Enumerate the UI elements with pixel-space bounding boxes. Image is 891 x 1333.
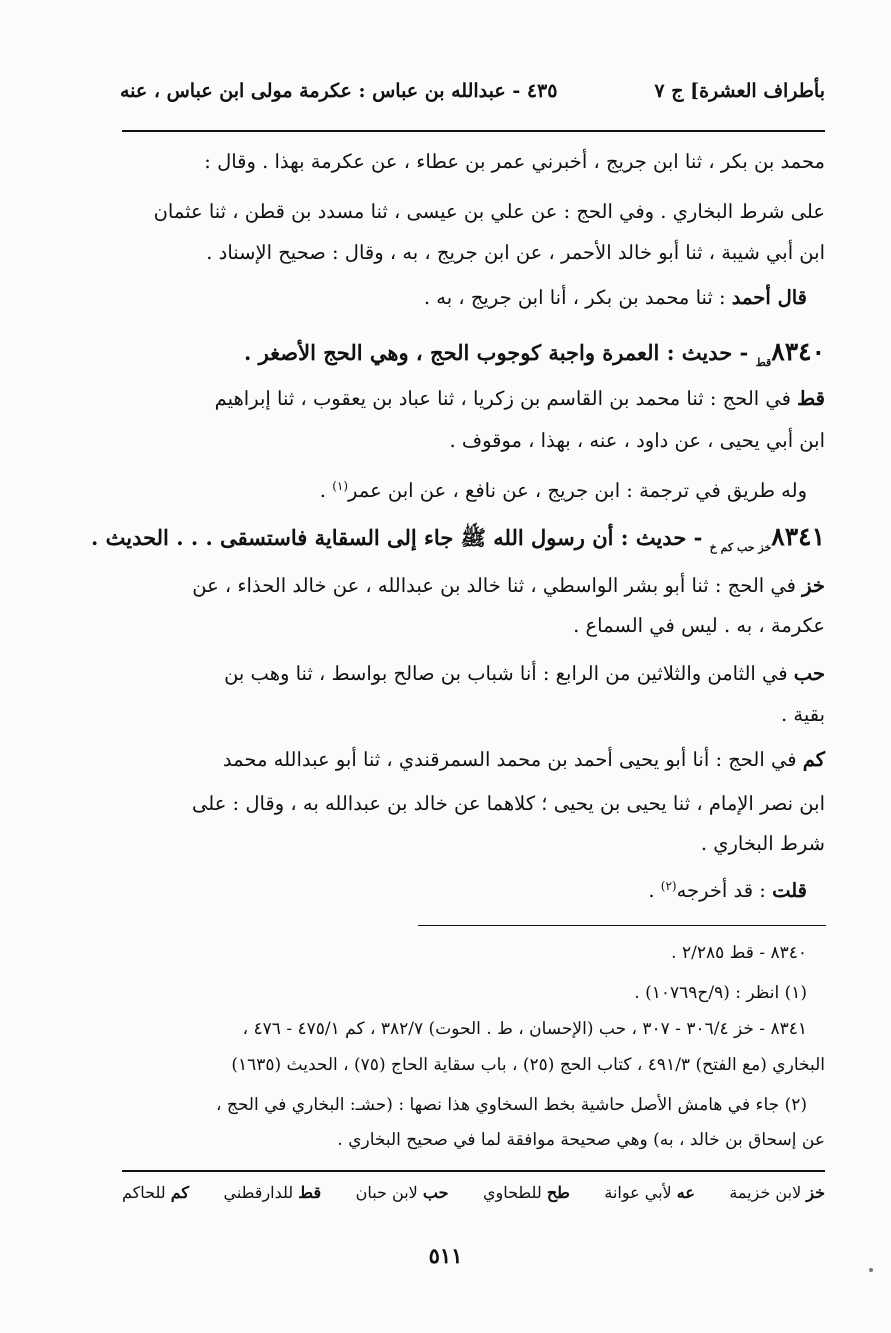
text-span: . — [319, 479, 333, 502]
text-line — [65, 659, 825, 689]
text-line: ابن أبي يحيى ، عن داود ، عنه ، بهذا ، موقوف . — [449, 429, 825, 452]
text-line: بقية . — [780, 703, 825, 726]
footnote-ref: (١) — [332, 479, 349, 493]
text-span: : ثنا محمد بن بكر ، أنا ابن جريج ، به . — [423, 286, 732, 309]
footnote-line: البخاري (مع الفتح) ٤٩١/٣ ، كتاب الحج (٢٥) ، باب سقاية الحاج (٧٥) ، الحديث (١٦٣٥) — [231, 1055, 825, 1075]
text-span: . — [648, 879, 661, 902]
abbr-item — [356, 1183, 449, 1213]
hadith-heading-8340 — [65, 337, 825, 378]
text-line: ابن نصر الإمام ، ثنا يحيى بن يحيى ؛ كلاهما عن خالد بن عبدالله به ، وقال : على — [192, 792, 825, 815]
text-line: على شرط البخاري . وفي الحج : عن علي بن عيسى ، ثنا مسدد بن قطن ، ثنا عثمان — [153, 200, 825, 223]
footnote-line: (١) انظر : (٩/ح١٠٧٦٩) . — [634, 983, 807, 1003]
page-number: ٥١١ — [428, 1243, 463, 1268]
header-chapter-title: ٤٣٥ - عبدالله بن عباس : عكرمة مولى ابن عباس ، عنه — [120, 80, 558, 102]
abbr-code: خز — [806, 1183, 825, 1202]
abbr-name: للحاكم — [122, 1183, 171, 1202]
text-line: محمد بن بكر ، ثنا ابن جريج ، أخبرني عمر بن عطاء ، عن عكرمة بهذا . وقال : — [204, 150, 825, 173]
text-line: شرط البخاري . — [700, 832, 825, 855]
abbreviation-legend — [122, 1183, 825, 1213]
footnote-line: ٨٣٤٠ - قط ٢/٢٨٥ . — [671, 943, 807, 963]
footnote-line: (٢) جاء في هامش الأصل حاشية بخط السخاوي هذا نصها : (حشـ: البخاري في الحج ، — [215, 1095, 807, 1115]
footnote-line: ٨٣٤١ - خز ٣٠٦/٤ - ٣٠٧ ، حب (الإحسان ، ط . الحوت) ٣٨٢/٧ ، كم ٤٧٥/١ - ٤٧٦ ، — [242, 1019, 807, 1039]
text-line — [65, 571, 825, 601]
speaker-label: قال أحمد — [731, 286, 807, 309]
text-span: : قد أخرجه — [676, 879, 773, 902]
text-line: ابن أبي شيبة ، ثنا أبو خالد الأحمر ، عن ابن جريج ، به ، وقال : صحيح الإسناد . — [206, 241, 825, 264]
scan-speck — [869, 1268, 873, 1272]
text-line: عكرمة ، به . ليس في السماع . — [573, 614, 825, 637]
hadith-source-codes: خز حب كم خ — [709, 541, 772, 554]
abbr-code: قط — [298, 1183, 322, 1202]
abbr-code: كم — [170, 1183, 190, 1202]
abbr-name: لابن خزيمة — [729, 1183, 807, 1202]
text-span: في الحج : ثنا محمد بن القاسم بن زكريا ، ثنا عباد بن يعقوب ، ثنا إبراهيم — [214, 387, 798, 410]
footnote-ref: (٢) — [660, 879, 677, 893]
speaker-label: قلت — [772, 879, 807, 902]
hadith-number: ٨٣٤١ — [771, 522, 825, 551]
source-code: حب — [793, 662, 825, 685]
hadith-title: - حديث : أن رسول الله ﷺ جاء إلى السقاية فاستسقى . . . الحديث . — [90, 525, 710, 550]
text-span: في الحج : أنا أبو يحيى أحمد بن محمد السمرقندي ، ثنا أبو عبدالله محمد — [222, 748, 803, 771]
header-rule — [122, 130, 825, 132]
source-code: قط — [797, 387, 825, 410]
text-span: في الثامن والثلاثين من الرابع : أنا شباب بن صالح بواسط ، ثنا وهب بن — [224, 662, 794, 685]
abbr-name: للدارقطني — [223, 1183, 299, 1202]
abbr-item — [122, 1183, 189, 1213]
abbr-item — [729, 1183, 825, 1213]
text-line — [47, 871, 807, 906]
hadith-title: - حديث : العمرة واجبة كوجوب الحج ، وهي الحج الأصغر . — [243, 340, 756, 365]
text-span: وله طريق في ترجمة : ابن جريج ، عن نافع ، عن ابن عمر — [348, 479, 807, 502]
abbr-item — [604, 1183, 695, 1213]
text-line — [65, 384, 825, 414]
text-line — [47, 471, 807, 506]
text-line — [65, 283, 807, 313]
abbr-name: للطحاوي — [482, 1183, 547, 1202]
abbr-code: عه — [676, 1183, 695, 1202]
abbr-code: حب — [422, 1183, 449, 1202]
text-line — [65, 745, 825, 775]
text-span: في الحج : ثنا أبو بشر الواسطي ، ثنا خالد بن عبدالله ، عن خالد الحذاء ، عن — [192, 574, 803, 597]
abbr-name: لابن حبان — [355, 1183, 423, 1202]
footnote-line: عن إسحاق بن خالد ، به) وهي صحيحة موافقة لما في صحيح البخاري . — [337, 1130, 825, 1150]
abbr-item — [483, 1183, 570, 1213]
hadith-source-codes: قط — [755, 356, 772, 369]
source-code: خز — [802, 574, 825, 597]
running-header — [120, 80, 825, 112]
abbr-name: لأبي عوانة — [604, 1183, 677, 1202]
footnote-rule — [418, 925, 826, 926]
header-book-title: بأطراف العشرة] ج ٧ — [654, 80, 825, 102]
abbr-item — [224, 1183, 322, 1213]
abbr-code: طح — [546, 1183, 570, 1202]
hadith-heading-8341 — [65, 522, 825, 563]
footer-rule — [122, 1170, 825, 1172]
source-code: كم — [802, 748, 825, 771]
hadith-number: ٨٣٤٠ — [771, 337, 825, 366]
